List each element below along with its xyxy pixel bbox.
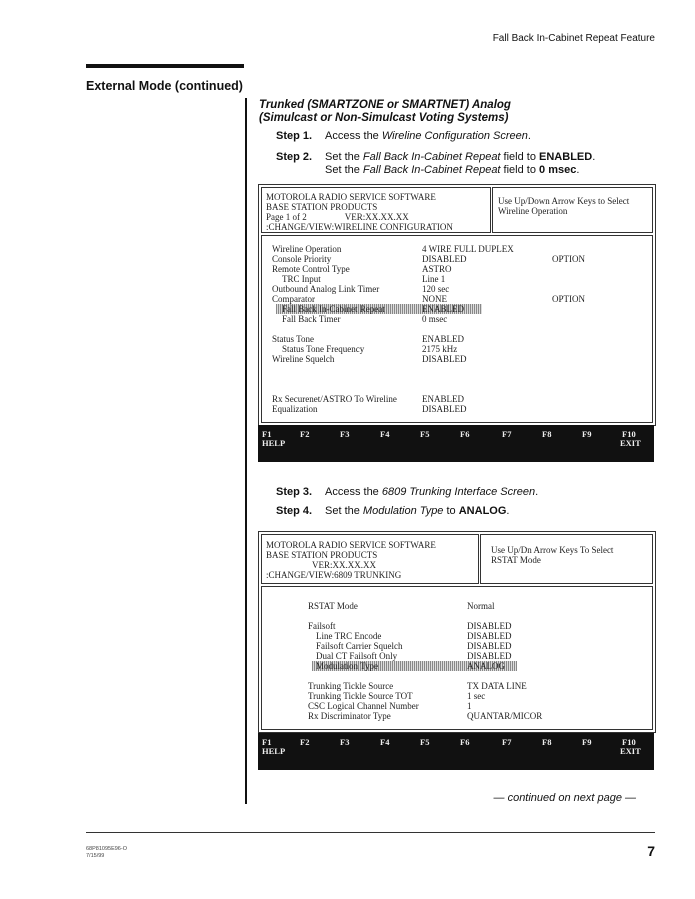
fkey-f10[interactable]: F10 [622,737,636,747]
section-rule [86,64,244,68]
fkey-f8[interactable]: F8 [542,737,552,747]
exit-label[interactable]: EXIT [620,438,641,448]
field-value[interactable]: DISABLED [467,641,512,651]
screen2-help-line-1: Use Up/Dn Arrow Keys To Select [491,545,614,555]
field-value[interactable]: ENABLED [422,334,464,344]
field-option: OPTION [552,254,585,264]
field-value[interactable]: Line 1 [422,274,446,284]
field-label: RSTAT Mode [308,601,358,611]
fkey-f1[interactable]: F1 [262,429,272,439]
fkey-f7[interactable]: F7 [502,737,512,747]
screen1-fields [261,235,653,423]
field-value[interactable]: TX DATA LINE [467,681,527,691]
fkey-f9[interactable]: F9 [582,737,592,747]
exit-label[interactable]: EXIT [620,746,641,756]
field-label: Console Priority [272,254,332,264]
field-label: Outbound Analog Link Timer [272,284,380,294]
field-value: ANALOG [467,661,505,671]
field-label: Fall Back In-Cabinet Repeat [282,304,385,314]
subtitle-line-2: (Simulcast or Non-Simulcast Voting Systems) [259,112,509,124]
field-value[interactable]: 1 [467,701,472,711]
fkey-f4[interactable]: F4 [380,429,390,439]
field-label: Equalization [272,404,318,414]
field-label: Failsoft Carrier Squelch [316,641,403,651]
field-value[interactable]: DISABLED [422,354,467,364]
field-value: ENABLED [422,304,464,314]
field-value[interactable]: 120 sec [422,284,450,294]
field-label: Status Tone [272,334,314,344]
field-label: Modulation Type [316,661,378,671]
field-value[interactable]: NONE [422,294,447,304]
wireline-config-screen [258,184,656,426]
field-value[interactable]: DISABLED [467,621,512,631]
field-value[interactable]: Normal [467,601,495,611]
screen2-version: VER:XX.XX.XX [312,560,376,570]
field-label: Remote Control Type [272,264,350,274]
fkey-f8[interactable]: F8 [542,429,552,439]
screen2-fields [261,586,653,730]
fkey-f7[interactable]: F7 [502,429,512,439]
screen1-product: BASE STATION PRODUCTS [266,202,378,212]
field-value[interactable]: 0 msec [422,314,448,324]
field-value[interactable]: QUANTAR/MICOR [467,711,543,721]
field-value[interactable]: ASTRO [422,264,452,274]
field-value[interactable]: DISABLED [467,651,512,661]
field-label: Failsoft [308,621,336,631]
field-option: OPTION [552,294,585,304]
screen1-title: MOTOROLA RADIO SERVICE SOFTWARE [266,192,436,202]
fkey-f10[interactable]: F10 [622,429,636,439]
step-4: Step 4. Set the Modulation Type to ANALOG. [276,505,510,517]
trunking-interface-screen [258,531,656,733]
function-key-bar-2 [258,733,654,770]
screen2-mode: :CHANGE/VIEW:6809 TRUNKING [266,570,402,580]
field-label: CSC Logical Channel Number [308,701,419,711]
field-value[interactable]: DISABLED [467,631,512,641]
fkey-f2[interactable]: F2 [300,429,310,439]
step-1: Step 1. Access the Wireline Configuration Screen. [276,130,531,142]
screen2-product: BASE STATION PRODUCTS [266,550,378,560]
fkey-f5[interactable]: F5 [420,429,430,439]
fkey-f5[interactable]: F5 [420,737,430,747]
field-label: Comparator [272,294,315,304]
field-label: Trunking Tickle Source TOT [308,691,413,701]
screen1-page: Page 1 of 2 [266,212,307,222]
highlighted-row[interactable] [312,661,517,671]
screen2-help-line-2: RSTAT Mode [491,555,541,565]
footer-info [86,846,127,860]
subtitle-line-1: Trunked (SMARTZONE or SMARTNET) Analog [259,99,511,111]
doc-date: 7/15/99 [86,853,105,859]
fkey-f4[interactable]: F4 [380,737,390,747]
field-label: Dual CT Failsoft Only [316,651,398,661]
field-label: Fall Back Timer [282,314,341,324]
field-value[interactable]: DISABLED [422,404,467,414]
field-label: Wireline Squelch [272,354,335,364]
screen1-mode: :CHANGE/VIEW:WIRELINE CONFIGURATION [266,222,453,232]
screen1-version: VER:XX.XX.XX [344,212,409,222]
fkey-f6[interactable]: F6 [460,429,470,439]
field-label: Status Tone Frequency [282,344,365,354]
screen2-title-box [261,534,479,584]
margin-rule [245,98,247,804]
footer-rule [86,832,655,833]
page-number: 7 [647,843,655,859]
screen1-help-line-2: Wireline Operation [498,206,568,216]
screen2-title: MOTOROLA RADIO SERVICE SOFTWARE [266,540,436,550]
field-value[interactable]: 4 WIRE FULL DUPLEX [422,244,514,254]
help-label[interactable]: HELP [262,438,286,448]
function-key-bar-1 [258,425,654,462]
section-title: External Mode (continued) [86,79,243,93]
field-label: Rx Securenet/ASTRO To Wireline [272,394,397,404]
fkey-f2[interactable]: F2 [300,737,310,747]
screen1-help-line-1: Use Up/Down Arrow Keys to Select [498,196,630,206]
step-3: Step 3. Access the 6809 Trunking Interface Screen. [276,486,539,498]
field-label: Line TRC Encode [316,631,382,641]
fkey-f9[interactable]: F9 [582,429,592,439]
field-label: TRC Input [282,274,321,284]
step-2: Step 2. Set the Fall Back In-Cabinet Repeat field to ENABLED. Set the Fall Back In-Cabinet Repeat field to 0 msec. [276,151,596,176]
subsection-title [259,99,511,125]
screen2-help-box [480,534,653,584]
field-label: Wireline Operation [272,244,342,254]
field-value[interactable]: DISABLED [422,254,467,264]
fkey-f3[interactable]: F3 [340,429,350,439]
fkey-f6[interactable]: F6 [460,737,470,747]
field-value[interactable]: 2175 kHz [422,344,458,354]
continued-note: — continued on next page — [493,792,636,804]
running-header: Fall Back In-Cabinet Repeat Feature [492,33,655,44]
field-label: Rx Discriminator Type [308,711,391,721]
field-value[interactable]: 1 sec [467,691,486,701]
highlighted-row[interactable] [276,304,482,314]
field-value[interactable]: ENABLED [422,394,464,404]
doc-number: 68P81095E96-O [86,846,127,852]
screen1-title-box [261,187,491,233]
field-label: Trunking Tickle Source [308,681,394,691]
fkey-f3[interactable]: F3 [340,737,350,747]
help-label[interactable]: HELP [262,746,286,756]
screen1-help-box [492,187,653,233]
fkey-f1[interactable]: F1 [262,737,272,747]
